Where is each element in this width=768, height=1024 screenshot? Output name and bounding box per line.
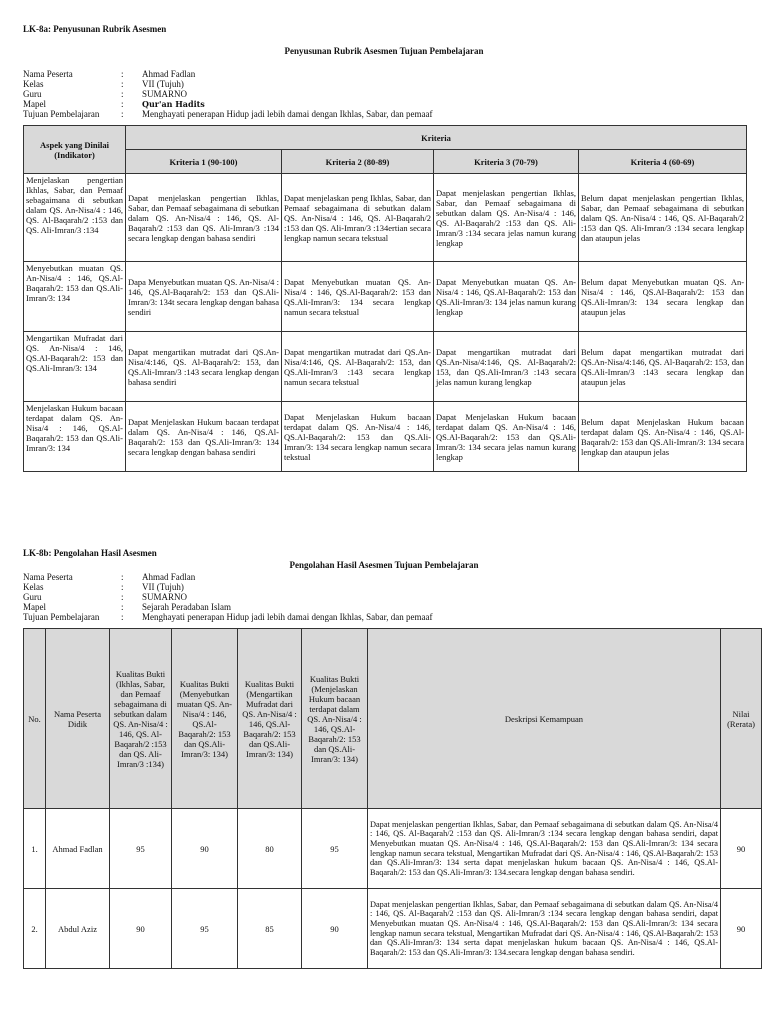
criteria-2-cell: Dapat Menyebutkan muatan QS. An-Nisa/4 : 146, QS.Al-Baqarah/2: 153 dan QS.Ali-Imran/3: 134 secara lengkap namun secara tekstual <box>282 262 434 332</box>
meta-key: Nama Peserta <box>23 572 73 582</box>
meta-row-tujuan <box>23 612 433 622</box>
kualitas-bukti-2-header: Kualitas Bukti (Menyebutkan muatan QS. An-Nisa/4 : 146, QS.Al-Baqarah/2: 153 dan QS.Ali-Imran/3: 134) <box>172 629 238 809</box>
section-a-heading: LK-8a: Penyusunan Rubrik Asesmen <box>23 24 167 34</box>
kualitas-bukti-1-header: Kualitas Bukti (Ikhlas, Sabar, dan Pemaaf sebagaimana di sebutkan dalam QS. An-Nisa/4 : 146, QS. Al-Baqarah/2 :153 dan QS. Ali-Imran/3 :134) <box>110 629 172 809</box>
criteria-2-cell: Dapat mengartikan mutradat dari QS.An-Nisa/4:146, QS. Al-Baqarah/2: 153, dan QS.Ali-Imran/3 :143 secara lengkap namun secara tekstual <box>282 332 434 402</box>
meta-sep: : <box>121 582 124 592</box>
meta-value: SUMARNO <box>142 89 188 99</box>
meta-row-kelas <box>23 79 433 89</box>
criteria-1-header: Kriteria 1 (90-100) <box>126 150 282 174</box>
row-nilai: 90 <box>721 809 762 889</box>
meta-row-nama <box>23 572 433 582</box>
meta-row-tujuan <box>23 109 433 119</box>
meta-value: Menghayati penerapan Hidup jadi lebih damai dengan Ikhlas, Sabar, dan pemaaf <box>142 109 433 119</box>
meta-sep: : <box>121 99 124 109</box>
criteria-4-cell: Belum dapat menjelaskan pengertian Ikhlas, Sabar, dan Pemaaf sebagaimana di sebutkan dalam QS. An-Nisa/4 : 146, QS. Al-Baqarah/2 :153 dan QS. Ali-Imran/3 :134 secara lengkap dan ataupun jelas <box>579 174 747 262</box>
meta-value: Ahmad Fadlan <box>142 572 196 582</box>
criteria-1-cell: Dapat Menjelaskan Hukum bacaan terdapat dalam QS. An-Nisa/4 : 146, QS.Al-Baqarah/2: 153 dan QS.Ali-Imran/3: 134 secara lengkap dengan bahasa sendiri <box>126 402 282 472</box>
nama-header: Nama Peserta Didik <box>46 629 110 809</box>
criteria-2-cell: Dapat menjelaskan peng Ikhlas, Sabar, dan Pemaaf sebagaimana di sebutkan dalam QS. An-Nisa/4 : 146, QS. Al-Baqarah/2 :153 dan QS. Ali-Imran/3 :134ertian secara lengkap namun secara tekstual <box>282 174 434 262</box>
meta-row-kelas <box>23 582 433 592</box>
kriteria-header: Kriteria <box>126 126 747 150</box>
meta-row-guru <box>23 89 433 99</box>
rubric-row <box>24 174 747 262</box>
row-kb1: 95 <box>110 809 172 889</box>
meta-sep: : <box>121 89 124 99</box>
section-a-title: Penyusunan Rubrik Asesmen Tujuan Pembelajaran <box>284 46 484 56</box>
rubric-table <box>23 125 747 472</box>
meta-key: Mapel <box>23 602 46 612</box>
section-b-title: Pengolahan Hasil Asesmen Tujuan Pembelajaran <box>289 560 479 570</box>
criteria-4-cell: Belum dapat Menyebutkan muatan QS. An-Nisa/4 : 146, QS.Al-Baqarah/2: 153 dan QS.Ali-Imran/3: 134 secara lengkap dan ataupun jelas <box>579 262 747 332</box>
row-deskripsi: Dapat menjelaskan pengertian Ikhlas, Sabar, dan Pemaaf sebagaimana di sebutkan dalam QS. An-Nisa/4 : 146, QS. Al-Baqarah/2 :153 dan QS. Ali-Imran/3 :134 secara lengkap dengan bahasa sendiri, dapat Menyebutkan muatan QS. An-Nisa/4 : 146, QS.Al-Baqarah/2: 153 dan QS.Ali-Imran/3: 134 secara lengkap namun secara tekstual, Mengartikan Mufradat dari QS. An-Nisa/4 : 146, QS.Al-Baqarah/2: 153 dan QS.Ali-Imran/3: 134 serta dapat menjelaskan hukum bacaan QS. An-Nisa/4 : 146, QS.Al-Baqarah/2: 153 dan QS.Ali-Imran/3: 134.secara lengkap dengan bahasa sendiri. <box>368 809 721 889</box>
kualitas-bukti-3-header: Kualitas Bukti (Mengartikan Mufradat dari QS. An-Nisa/4 : 146, QS.Al-Baqarah/2: 153 dan QS.Ali-Imran/3: 134) <box>238 629 302 809</box>
row-no: 1. <box>24 809 46 889</box>
meta-row-guru <box>23 592 433 602</box>
criteria-3-cell: Dapat Menyebutkan muatan QS. An-Nisa/4 : 146, QS.Al-Baqarah/2: 153 dan QS.Ali-Imran/3: 134 jelas namun kurang lengkap <box>434 262 579 332</box>
row-nama: Abdul Aziz <box>46 889 110 969</box>
criteria-3-cell: Dapat Menjelaskan Hukum bacaan terdapat dalam QS. An-Nisa/4 : 146, QS.Al-Baqarah/2: 153 dan QS.Ali-Imran/3: 134 secara jelas namun kurang lengkap <box>434 402 579 472</box>
row-kb3: 80 <box>238 809 302 889</box>
meta-row-nama <box>23 69 433 79</box>
meta-key: Kelas <box>23 79 44 89</box>
meta-sep: : <box>121 109 124 119</box>
aspek-cell: Mengartikan Mufradat dari QS. An-Nisa/4 : 146, QS.Al-Baqarah/2: 153 dan QS.Ali-Imran/3: 134 <box>24 332 126 402</box>
meta-sep: : <box>121 592 124 602</box>
meta-sep: : <box>121 602 124 612</box>
deskripsi-header: Deskripsi Kemampuan <box>368 629 721 809</box>
no-header: No. <box>24 629 46 809</box>
row-kb2: 95 <box>172 889 238 969</box>
criteria-4-cell: Belum dapat Menjelaskan Hukum bacaan terdapat dalam QS. An-Nisa/4 : 146, QS.Al-Baqarah/2: 153 dan QS.Ali-Imran/3: 134 secara lengkap dan ataupun jelas <box>579 402 747 472</box>
rubric-row <box>24 332 747 402</box>
criteria-2-cell: Dapat Menjelaskan Hukum bacaan terdapat dalam QS. An-Nisa/4 : 146, QS.Al-Baqarah/2: 153 dan QS.Ali-Imran/3: 134 secara lengkap namun secara tekstual <box>282 402 434 472</box>
row-nilai: 90 <box>721 889 762 969</box>
meta-value: VII (Tujuh) <box>142 79 184 89</box>
row-kb4: 90 <box>302 889 368 969</box>
aspek-cell: Menjelaskan Hukum bacaan terdapat dalam QS. An-Nisa/4 : 146, QS.Al-Baqarah/2: 153 dan QS.Ali-Imran/3: 134 <box>24 402 126 472</box>
meta-value: VII (Tujuh) <box>142 582 184 592</box>
criteria-1-cell: Dapa Menyebutkan muatan QS. An-Nisa/4 : 146, QS.Al-Baqarah/2: 153 dan QS.Ali-Imran/3: 134t secara lengkap dengan bahasa sendiri <box>126 262 282 332</box>
aspek-cell: Menjelaskan pengertian Ikhlas, Sabar, dan Pemaaf sebagaimana di sebutkan dalam QS. An-Nisa/4 : 146, QS. Al-Baqarah/2 :153 dan QS. Ali-Imran/3 :134 <box>24 174 126 262</box>
criteria-2-header: Kriteria 2 (80-89) <box>282 150 434 174</box>
row-kb3: 85 <box>238 889 302 969</box>
rubric-row <box>24 402 747 472</box>
meta-key: Guru <box>23 592 42 602</box>
row-kb4: 95 <box>302 809 368 889</box>
row-nama: Ahmad Fadlan <box>46 809 110 889</box>
row-no: 2. <box>24 889 46 969</box>
meta-sep: : <box>121 612 124 622</box>
meta-sep: : <box>121 79 124 89</box>
criteria-3-header: Kriteria 3 (70-79) <box>434 150 579 174</box>
meta-value: SUMARNO <box>142 592 188 602</box>
section-a-meta <box>23 69 433 119</box>
meta-key: Guru <box>23 89 42 99</box>
table-row <box>24 809 762 889</box>
meta-sep: : <box>121 69 124 79</box>
criteria-4-cell: Belum dapat mengartikan mutradat dari QS.An-Nisa/4:146, QS. Al-Baqarah/2: 153, dan QS.Ali-Imran/3 :143 secara lengkap dan ataupun jelas <box>579 332 747 402</box>
meta-value: Ahmad Fadlan <box>142 69 196 79</box>
criteria-3-cell: Dapat mengartikan mutradat dari QS.An-Nisa/4:146, QS. Al-Baqarah/2: 153, dan QS.Ali-Imran/3 :143 secara jelas namun kurang lengkap <box>434 332 579 402</box>
row-deskripsi: Dapat menjelaskan pengertian Ikhlas, Sabar, dan Pemaaf sebagaimana di sebutkan dalam QS. An-Nisa/4 : 146, QS. Al-Baqarah/2 :153 dan QS. Ali-Imran/3 :134 secara lengkap dengan bahasa sendiri, dapat Menyebutkan muatan QS. An-Nisa/4 : 146, QS.Al-Baqarah/2: 153 dan QS.Ali-Imran/3: 134 secara lengkap namun secara tekstual, Mengartikan Mufradat dari QS. An-Nisa/4 : 146, QS.Al-Baqarah/2: 153 dan QS.Ali-Imran/3: 134 serta dapat menjelaskan hukum bacaan QS. An-Nisa/4 : 146, QS.Al-Baqarah/2: 153 dan QS.Ali-Imran/3: 134.secara lengkap dengan bahasa sendiri. <box>368 889 721 969</box>
meta-key: Tujuan Pembelajaran <box>23 612 100 622</box>
meta-value: Sejarah Peradaban Islam <box>142 602 231 612</box>
meta-key: Nama Peserta <box>23 69 73 79</box>
aspek-cell: Menyebutkan muatan QS. An-Nisa/4 : 146, QS.Al-Baqarah/2: 153 dan QS.Ali-Imran/3: 134 <box>24 262 126 332</box>
table-row <box>24 889 762 969</box>
meta-row-mapel <box>23 99 433 109</box>
section-b-heading: LK-8b: Pengolahan Hasil Asesmen <box>23 548 157 558</box>
meta-key: Kelas <box>23 582 44 592</box>
meta-row-mapel <box>23 602 433 612</box>
criteria-1-cell: Dapat mengartikan mutradat dari QS.An-Nisa/4:146, QS. Al-Baqarah/2: 153, dan QS.Ali-Imran/3 :143 secara lengkap dengan bahasa sendiri <box>126 332 282 402</box>
meta-value: Menghayati penerapan Hidup jadi lebih damai dengan Ikhlas, Sabar, dan pemaaf <box>142 612 433 622</box>
rubric-row <box>24 262 747 332</box>
section-b-meta <box>23 572 433 622</box>
results-table <box>23 628 762 969</box>
meta-sep: : <box>121 572 124 582</box>
aspek-header: Aspek yang Dinilai (Indikator) <box>24 126 126 174</box>
meta-value: Qur'an Hadits <box>142 99 205 109</box>
row-kb2: 90 <box>172 809 238 889</box>
meta-key: Tujuan Pembelajaran <box>23 109 100 119</box>
kualitas-bukti-4-header: Kualitas Bukti (Menjelaskan Hukum bacaan terdapat dalam QS. An-Nisa/4 : 146, QS.Al-Baqarah/2: 153 dan QS.Ali-Imran/3: 134) <box>302 629 368 809</box>
meta-key: Mapel <box>23 99 46 109</box>
criteria-1-cell: Dapat menjelaskan pengertian Ikhlas, Sabar, dan Pemaaf sebagaimana di sebutkan dalam QS. An-Nisa/4 : 146, QS. Al-Baqarah/2 :153 dan QS. Ali-Imran/3 :134 secara lengkap dengan bahasa sendiri <box>126 174 282 262</box>
criteria-4-header: Kriteria 4 (60-69) <box>579 150 747 174</box>
row-kb1: 90 <box>110 889 172 969</box>
nilai-header: Nilai (Rerata) <box>721 629 762 809</box>
criteria-3-cell: Dapat menjelaskan pengertian Ikhlas, Sabar, dan Pemaaf sebagaimana di sebutkan dalam QS. An-Nisa/4 : 146, QS. Al-Baqarah/2 :153 dan QS. Ali-Imran/3 :134 secara jelas namun kurang lengkap <box>434 174 579 262</box>
